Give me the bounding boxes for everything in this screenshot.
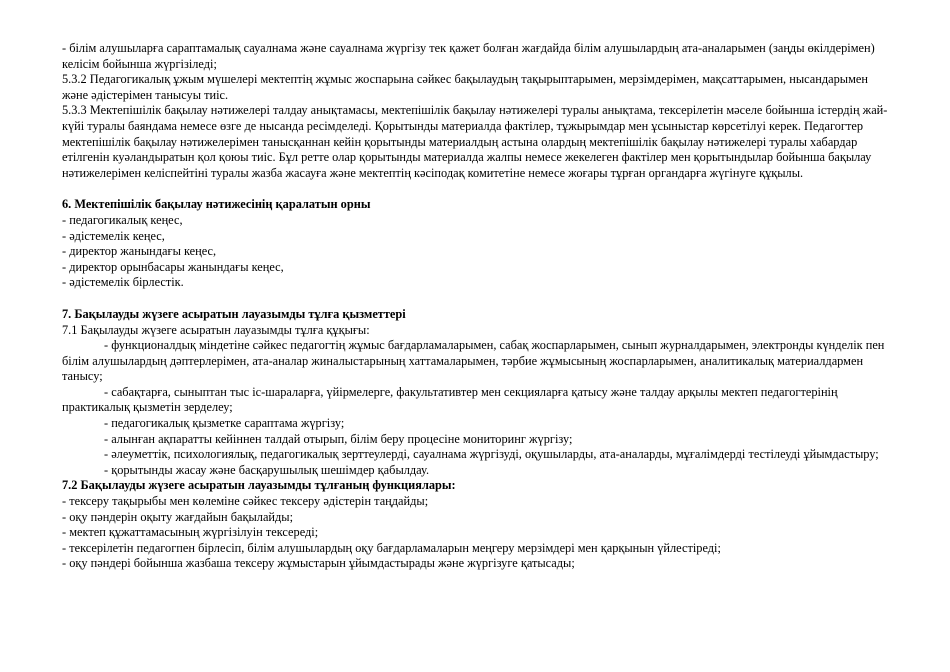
spacer bbox=[62, 181, 892, 197]
paragraph-survey-consent: - білім алушыларға сараптамалық сауалнама және сауалнама жүргізу тек қажет болған жағдайда білім алушылардың ата-аналарымен (заңды өкілдерімен) келісім бойынша жүргізіледі; bbox=[62, 41, 875, 71]
paragraph-5-3-3: 5.3.3 Мектепішілік бақылау нәтижелері талдау анықтамасы, мектепішілік бақылау нәтижелері туралы анықтама, тексерілетін мәселе бойынша істердің жай-күйі туралы баяндама немесе өзге де нысанда ресімделеді. Қорытынды материалда фактілер, тұжырымдар мен ұсыныстар көрсетілуі керек. Педагогтер мектепішілік бақылау нәтижелерімен танысқаннан кейін қорытынды материалдың астына олардың мектепішілік бақылау нәтижелері туралы хабардар етілгенін куәландыратын қол қоюы тиіс. Бұл ретте олар қорытынды материалда жалпы немесе жекелеген фактілер мен қорытындылар бойынша бақылау нәтижелерімен келіспейтіні туралы жазба жасауға және мектептің кәсіподақ комитетіне немесе жоғары тұрған органдарға жүгінуге құқылы. bbox=[62, 103, 888, 180]
list-item: - педагогикалық қызметке сараптама жүргізу; bbox=[104, 416, 345, 431]
list-item: - оқу пәндерін оқыту жағдайын бақылайды; bbox=[62, 509, 294, 524]
list-item: - оқу пәндері бойынша жазбаша тексеру жұмыстарын ұйымдастырады және жүргізуге қатысады; bbox=[62, 556, 575, 571]
list-item: - әдістемелік кеңес, bbox=[62, 228, 165, 243]
paragraph-5-3-2: 5.3.2 Педагогикалық ұжым мүшелері мектептің жұмыс жоспарына сәйкес бақылаудың тақырыптарымен, мерзімдерімен, мақсаттарымен, нысандарымен және әдістерімен танысуы тиіс. bbox=[62, 72, 868, 102]
list-item: - әдістемелік бірлестік. bbox=[62, 275, 184, 290]
list-item: - педагогикалық кеңес, bbox=[62, 212, 183, 227]
list-item: - қорытынды жасау және басқарушылық шешімдер қабылдау. bbox=[104, 462, 430, 477]
list-item: - сабақтарға, сыныптан тыс іс-шараларға, үйірмелерге, факультативтер мен секцияларға қатысу және талдау арқылы мектеп педагогтерінің практикалық қызметін зерделеу; bbox=[62, 384, 838, 415]
list-item: - әлеуметтік, психологиялық, педагогикалық зерттеулерді, сауалнама жүргізуді, оқушыларды, ата-аналарды, мұғалімдерді тестілеуді ұйымдастыру; bbox=[104, 447, 879, 462]
spacer bbox=[62, 291, 892, 307]
section-7-heading: 7. Бақылауды жүзеге асыратын лауазымды тұлға қызметтері bbox=[62, 306, 406, 321]
subsection-7-1-title: 7.1 Бақылауды жүзеге асыратын лауазымды тұлға құқығы: bbox=[62, 322, 370, 337]
list-item: - функционалдық міндетіне сәйкес педагогтің жұмыс бағдарламаларымен, сабақ жоспарларымен, сынып журналдарымен, электронды күнделік пен білім алушылардың дәптерлерімен, ата-аналар жиналыстарының хаттамаларымен, тәрбие жұмысының жоспарларымен, аналитикалық материалдармен танысу; bbox=[62, 338, 885, 384]
list-item: - тексеру тақырыбы мен көлеміне сәйкес тексеру әдістерін таңдайды; bbox=[62, 494, 429, 509]
list-item: - мектеп құжаттамасының жүргізілуін тексереді; bbox=[62, 525, 319, 540]
subsection-7-2-title: 7.2 Бақылауды жүзеге асыратын лауазымды тұлғаның функциялары: bbox=[62, 478, 456, 493]
list-item: - алынған ақпаратты кейіннен талдай отырып, білім беру процесіне мониторинг жүргізу; bbox=[104, 431, 573, 446]
list-item: - директор орынбасары жанындағы кеңес, bbox=[62, 259, 284, 274]
list-item: - директор жанындағы кеңес, bbox=[62, 244, 217, 259]
document-page bbox=[62, 41, 892, 572]
section-6-heading: 6. Мектепішілік бақылау нәтижесінің қаралатын орны bbox=[62, 197, 371, 212]
list-item: - тексерілетін педагогпен бірлесіп, білім алушылардың оқу бағдарламаларын меңгеру мерзімдері мен қарқынын үйлестіреді; bbox=[62, 540, 721, 555]
